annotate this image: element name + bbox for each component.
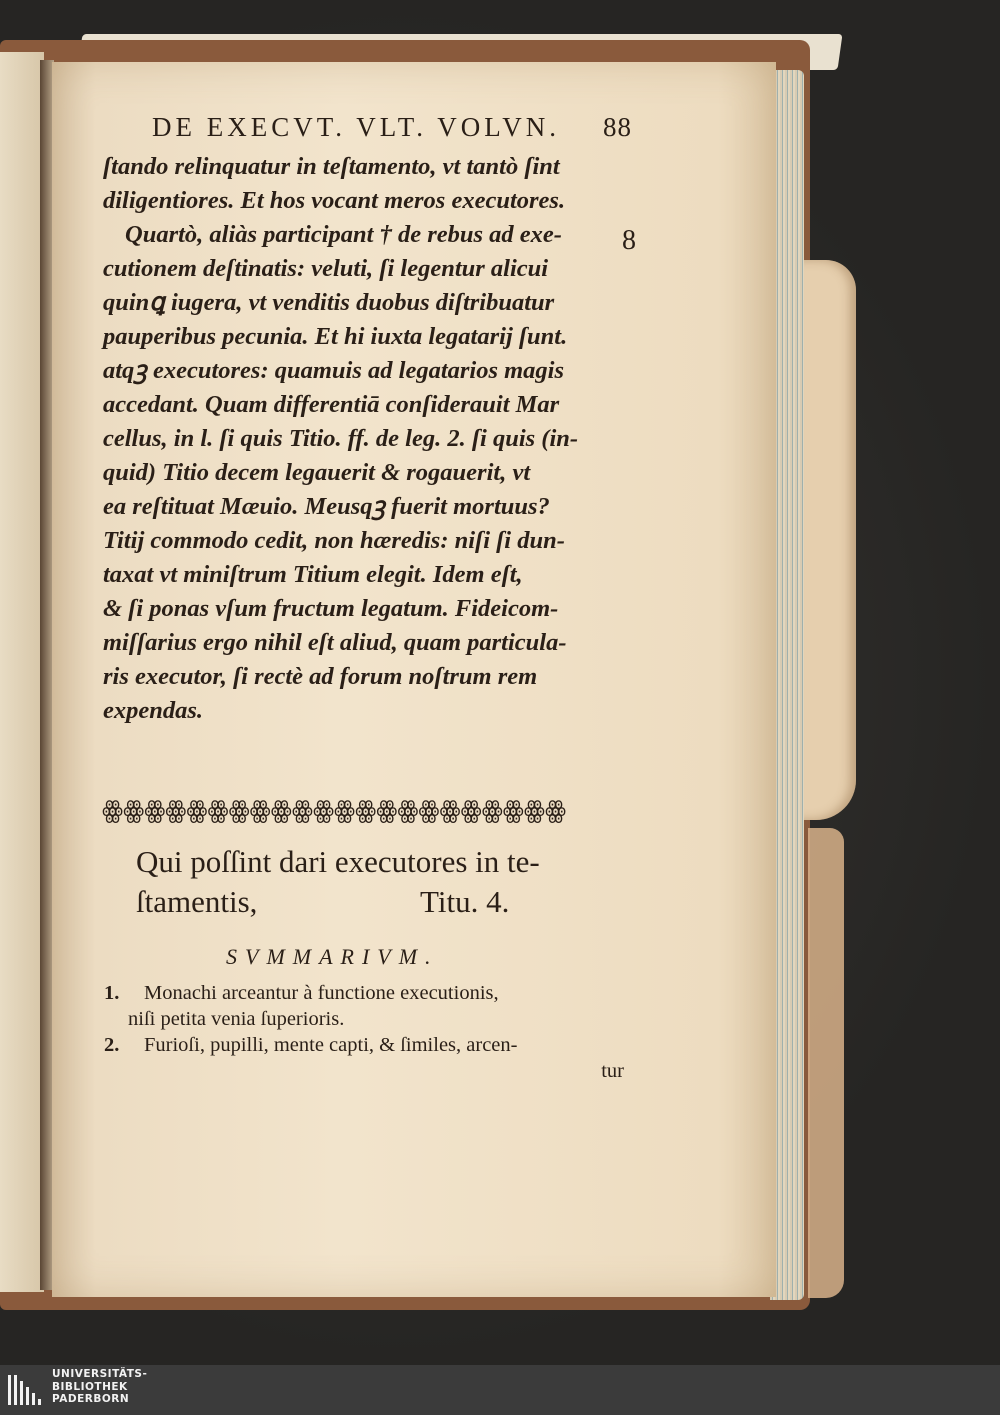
item-text: Furioſi, pupilli, mente capti, & ſimiles, arcen-: [144, 1034, 518, 1056]
library-logo-icon: [6, 1371, 44, 1409]
section-titu: Titu. 4.: [420, 884, 510, 919]
page-number: 88: [603, 112, 632, 142]
summary-list: [104, 980, 624, 1084]
body-line: quid) Titio decem legauerit & rogauerit, vt: [103, 459, 531, 486]
body-line: & ſi ponas vſum fructum legatum. Fideicom-: [103, 595, 559, 622]
library-line2: BIBLIOTHEK: [52, 1380, 128, 1393]
list-item: [104, 980, 624, 1006]
body-line: taxat vt miniſtrum Titium elegit. Idem eſt,: [103, 561, 523, 588]
body-line: ris executor, ſi rectè ad forum noſtrum rem: [103, 663, 538, 690]
section-title-line2: [104, 882, 624, 922]
catchword: tur: [601, 1060, 624, 1082]
running-header: [152, 112, 632, 143]
margin-note: 8: [622, 225, 636, 256]
library-line1: UNIVERSITÄTS-: [52, 1368, 148, 1380]
header-title: DE EXECVT. VLT. VOLVN.: [152, 112, 561, 142]
list-item: [104, 1032, 624, 1058]
body-line: Titij commodo cedit, non hæredis: niſi ſi dun-: [103, 527, 565, 554]
left-page-edge: [0, 52, 44, 1292]
body-line: atqꝫ executores: quamuis ad legatarios magis: [103, 357, 565, 384]
catchword-line: [104, 1058, 624, 1084]
library-footer: [0, 1365, 1000, 1415]
item-text: Monachi arceantur à functione executionis,: [144, 982, 499, 1004]
ornament-divider: ꙮꙮꙮꙮꙮꙮꙮꙮꙮꙮꙮꙮꙮꙮꙮꙮꙮꙮꙮꙮꙮꙮ: [102, 796, 567, 824]
section-title: [104, 842, 624, 922]
body-line: pauperibus pecunia. Et hi iuxta legatarij ſunt.: [103, 323, 568, 350]
body-line: ſtando relinquatur in teſtamento, vt tantò ſint: [103, 153, 560, 180]
list-item-continuation: niſi petita venia ſuperioris.: [128, 1008, 345, 1030]
body-line: quinꝗ iugera, vt venditis duobus diſtribuatur: [103, 289, 555, 316]
body-line: cutionem deſtinatis: veluti, ſi legentur alicui: [103, 255, 549, 282]
body-line: diligentiores. Et hos vocant meros executores.: [103, 187, 566, 214]
body-line: cellus, in l. ſi quis Titio. ff. de leg. 2. ſi quis (in-: [103, 425, 579, 452]
section-title-line1: Qui poſſint dari executores in te-: [136, 844, 540, 879]
body-line: ea reſtituat Mæuio. Meusqꝫ fuerit mortuus?: [103, 493, 550, 520]
body-line: accedant. Quam differentiā conſiderauit Mar: [103, 391, 560, 418]
item-number: 1.: [104, 982, 120, 1004]
section-title-line2-text: ſtamentis,: [136, 884, 258, 919]
torn-page-edge: [800, 260, 856, 820]
body-line: Quartò, aliàs participant † de rebus ad exe-: [125, 221, 562, 248]
torn-page-edge-lower: [808, 828, 844, 1298]
summarium-heading: SVMMARIVM.: [226, 944, 439, 969]
library-line3: PADERBORN: [52, 1393, 130, 1405]
body-text: [103, 150, 623, 728]
library-name: [52, 1368, 147, 1406]
item-number: 2.: [104, 1034, 120, 1056]
body-line: expendas.: [103, 697, 204, 724]
body-line: miſſarius ergo nihil eſt aliud, quam particula-: [103, 629, 567, 656]
